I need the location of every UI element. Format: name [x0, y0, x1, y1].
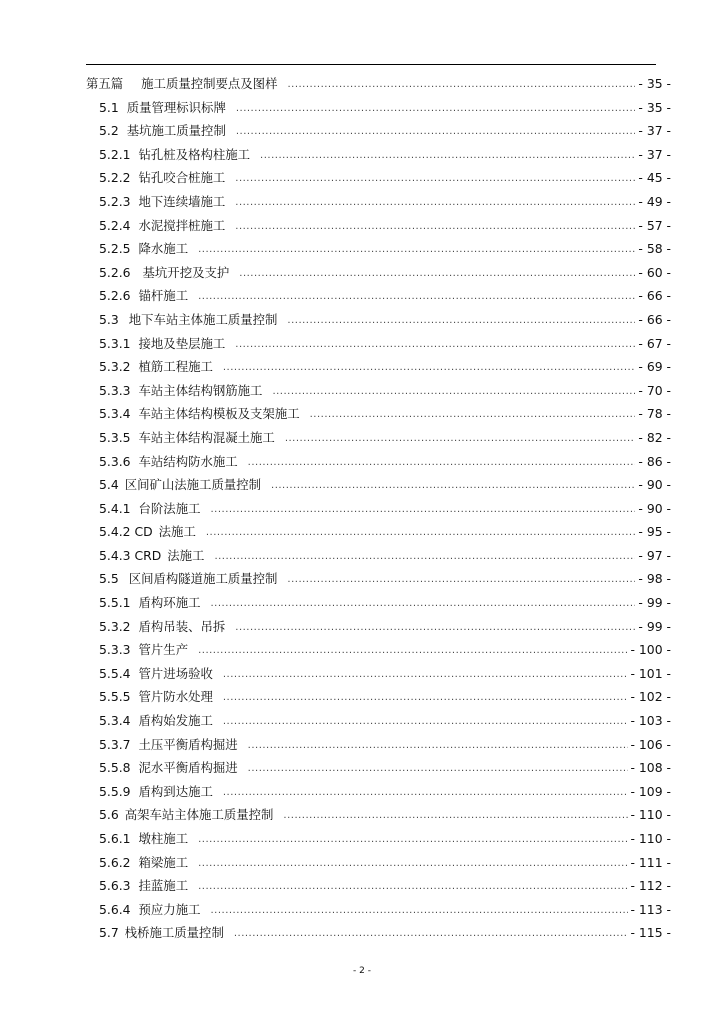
toc-entry-number: 5.3.4 [99, 406, 131, 422]
toc-entry-number: 5.5.9 [99, 783, 131, 799]
dot-leader [248, 734, 628, 758]
toc-entry-page: - 110 - [630, 807, 671, 823]
toc-entry-number: 5.5.5 [99, 689, 131, 705]
toc-entry-title: 盾构始发施工 [138, 713, 213, 729]
dot-leader [235, 616, 635, 640]
toc-entry-title: 锚杆施工 [138, 288, 189, 304]
dot-leader [248, 757, 628, 781]
toc-entry-number: 5.3.3 [99, 642, 131, 658]
toc-entry-page: - 103 - [630, 713, 671, 729]
toc-entry-number: 5.2.2 [99, 170, 131, 186]
toc-entry[interactable] [86, 402, 671, 426]
toc-entry-number: 5.3.2 [99, 359, 131, 375]
toc-entry-page: - 115 - [630, 925, 671, 941]
toc-entry-number: 第五篇 [86, 76, 124, 91]
toc-entry[interactable] [86, 190, 671, 214]
page-number: - 2 - [353, 966, 371, 976]
toc-entry-page: - 58 - [638, 241, 671, 257]
toc-entry-page: - 66 - [638, 311, 671, 327]
toc-entry-title: 箱梁施工 [138, 854, 189, 870]
toc-entry-title: 植筋工程施工 [138, 359, 213, 375]
dot-leader [223, 781, 628, 805]
toc-entry-title: 基坑施工质量控制 [126, 123, 226, 139]
toc-entry-page: - 111 - [630, 854, 671, 870]
toc-entry-page: - 101 - [630, 665, 671, 681]
toc-entry-number: 5.3.2 [99, 618, 131, 634]
toc-entry-title: 钻孔咬合桩施工 [138, 170, 226, 186]
toc-entry-page: - 99 - [638, 595, 671, 611]
toc-entry-title: 栈桥施工质量控制 [124, 925, 224, 941]
toc-entry-title: 质量管理标识标牌 [126, 99, 226, 115]
toc-entry-page: - 102 - [630, 689, 671, 705]
toc-entry[interactable] [86, 308, 671, 332]
dot-leader [271, 474, 635, 498]
dot-leader [223, 710, 628, 734]
toc-entry-page: - 70 - [638, 382, 671, 398]
dot-leader [235, 333, 635, 357]
header-rule [86, 64, 656, 65]
toc-entry-page: - 113 - [630, 901, 671, 917]
toc-entry-number: 5.3.3 [99, 382, 131, 398]
toc-entry-page: - 86 - [638, 453, 671, 469]
toc-entry-number: 5.4.1 [99, 500, 131, 516]
toc-entry-number: 5.5 [99, 571, 119, 587]
toc-entry-page: - 57 - [638, 217, 671, 233]
dot-leader [210, 592, 635, 616]
toc-entry[interactable] [86, 473, 671, 497]
toc-entry-title: 钻孔桩及格构柱施工 [138, 146, 251, 162]
toc-entry-page: - 66 - [638, 288, 671, 304]
toc-entry-number: 5.2 [99, 123, 119, 139]
toc-entry-page: - 35 - [638, 76, 671, 91]
toc-entry-number: 5.3.4 [99, 713, 131, 729]
dot-leader [223, 356, 636, 380]
toc-entry-title: 高架车站主体施工质量控制 [124, 807, 274, 823]
toc-entry[interactable] [86, 237, 671, 261]
toc-entry[interactable] [86, 756, 671, 780]
toc-entry[interactable] [86, 379, 671, 403]
toc-entry[interactable] [86, 780, 671, 804]
dot-leader [235, 215, 635, 239]
toc-entry-title: 接地及垫层施工 [138, 335, 226, 351]
dot-leader [248, 451, 636, 475]
dot-leader [287, 309, 635, 333]
toc-entry-page: - 90 - [638, 500, 671, 516]
toc-entry-page: - 98 - [638, 571, 671, 587]
dot-leader [310, 403, 636, 427]
toc-entry[interactable] [86, 921, 671, 945]
toc-entry-page: - 67 - [638, 335, 671, 351]
toc-entry-page: - 78 - [638, 406, 671, 422]
toc-entry[interactable] [86, 119, 671, 143]
toc-entry[interactable] [86, 214, 671, 238]
dot-leader [198, 852, 627, 876]
toc-entry-page: - 37 - [638, 123, 671, 139]
toc-entry-title: 管片防水处理 [138, 689, 213, 705]
toc-entry-number: 5.3.7 [99, 736, 131, 752]
toc-entry-title: 预应力施工 [138, 901, 201, 917]
dot-leader [214, 545, 635, 569]
toc-entry-title: 基坑开挖及支护 [142, 264, 230, 280]
toc-entry-page: - 99 - [638, 618, 671, 634]
dot-leader [198, 238, 635, 262]
toc-entry-title: 区间矿山法施工质量控制 [124, 477, 262, 493]
toc-entry-number: 5.7 [99, 925, 119, 941]
toc-entry[interactable] [86, 898, 671, 922]
toc-entry-title: 墩柱施工 [138, 831, 189, 846]
toc-entry[interactable] [86, 497, 671, 521]
dot-leader [198, 828, 627, 852]
toc-entry-title: 泥水平衡盾构掘进 [138, 760, 238, 776]
dot-leader [198, 639, 627, 663]
toc-entry-title: 车站主体结构钢筋施工 [138, 382, 263, 398]
toc-entry-number: 5.4.2 CD [99, 524, 153, 540]
toc-entry[interactable] [86, 261, 671, 285]
toc-entry-title: 施工质量控制要点及图样 [141, 76, 278, 91]
toc-entry-title: 管片进场验收 [138, 665, 213, 681]
toc-entry[interactable] [86, 615, 671, 639]
toc-entry[interactable] [86, 638, 671, 662]
toc-entry[interactable] [86, 874, 671, 898]
dot-leader [206, 521, 636, 545]
toc-entry-number: 5.6.2 [99, 854, 131, 870]
dot-leader [234, 922, 628, 946]
toc-entry[interactable] [86, 567, 671, 591]
toc-entry-number: 5.5.8 [99, 760, 131, 776]
toc-entry-page: - 69 - [638, 359, 671, 375]
table-of-contents [86, 72, 671, 945]
toc-entry-page: - 108 - [630, 760, 671, 776]
toc-entry[interactable] [86, 332, 671, 356]
dot-leader [210, 498, 635, 522]
dot-leader [272, 380, 635, 404]
toc-entry-page: - 97 - [638, 547, 671, 563]
toc-entry-title: 车站结构防水施工 [138, 453, 238, 469]
toc-entry-number: 5.1 [99, 99, 119, 115]
toc-entry-page: - 35 - [638, 99, 671, 115]
toc-entry[interactable] [86, 709, 671, 733]
toc-entry[interactable] [86, 685, 671, 709]
toc-entry[interactable] [86, 166, 671, 190]
toc-entry[interactable] [86, 450, 671, 474]
toc-entry-title: 车站主体结构混凝土施工 [138, 429, 275, 445]
toc-entry-number: 5.5.1 [99, 595, 131, 611]
toc-entry-title: 地下连续墙施工 [138, 193, 226, 209]
toc-entry-page: - 95 - [638, 524, 671, 540]
dot-leader [260, 144, 635, 168]
toc-entry[interactable] [86, 733, 671, 757]
toc-entry-page: - 106 - [630, 736, 671, 752]
toc-entry-page: - 90 - [638, 477, 671, 493]
dot-leader [210, 899, 627, 923]
dot-leader [283, 804, 627, 828]
dot-leader [285, 427, 636, 451]
toc-entry-number: 5.2.5 [99, 241, 131, 257]
toc-entry-number: 5.4 [99, 477, 119, 493]
toc-entry-number: 5.4.3 CRD [99, 547, 162, 563]
toc-entry-title: 土压平衡盾构掘进 [138, 736, 238, 752]
toc-entry-title: 水泥搅拌桩施工 [138, 217, 226, 233]
toc-entry-number: 5.3.6 [99, 453, 131, 469]
dot-leader [198, 875, 627, 899]
toc-entry-title: 车站主体结构模板及支架施工 [138, 406, 300, 422]
toc-entry-title: 区间盾构隧道施工质量控制 [128, 571, 278, 587]
toc-entry[interactable] [86, 803, 671, 827]
toc-entry-title: 法施工 [167, 547, 205, 563]
dot-leader [287, 73, 635, 97]
toc-entry-title: 地下车站主体施工质量控制 [128, 311, 278, 327]
toc-entry-number: 5.2.3 [99, 193, 131, 209]
toc-entry[interactable] [86, 827, 671, 851]
toc-entry[interactable] [86, 426, 671, 450]
toc-entry[interactable] [86, 96, 671, 120]
dot-leader [236, 120, 636, 144]
toc-entry-page: - 110 - [630, 831, 671, 846]
dot-leader [239, 262, 635, 286]
toc-entry-number: 5.2.6 [99, 288, 131, 304]
toc-entry-number: 5.3 [99, 311, 119, 327]
toc-entry[interactable] [86, 851, 671, 875]
toc-entry-title: 盾构环施工 [138, 595, 201, 611]
toc-entry-number: 5.3.5 [99, 429, 131, 445]
toc-entry-page: - 82 - [638, 429, 671, 445]
toc-entry-number: 5.6.3 [99, 878, 131, 894]
toc-entry-number: 5.6 [99, 807, 119, 823]
toc-entry-page: - 60 - [638, 264, 671, 280]
dot-leader [236, 97, 636, 121]
toc-entry[interactable] [86, 284, 671, 308]
toc-entry-page: - 37 - [638, 146, 671, 162]
toc-entry[interactable] [86, 355, 671, 379]
toc-entry-page: - 112 - [630, 878, 671, 894]
toc-entry-title: 盾构到达施工 [138, 783, 213, 799]
toc-entry[interactable] [86, 544, 671, 568]
toc-entry-page: - 109 - [630, 783, 671, 799]
toc-entry-title: 管片生产 [138, 642, 189, 658]
dot-leader [287, 568, 635, 592]
toc-entry-number: 5.2.1 [99, 146, 131, 162]
dot-leader [223, 686, 628, 710]
dot-leader [235, 191, 635, 215]
toc-entry[interactable] [86, 520, 671, 544]
toc-entry-page: - 45 - [638, 170, 671, 186]
toc-entry-number: 5.5.4 [99, 665, 131, 681]
toc-entry-title: 盾构吊装、吊拆 [138, 618, 226, 634]
toc-entry[interactable] [86, 143, 671, 167]
toc-entry-title: 降水施工 [138, 241, 189, 257]
dot-leader [223, 663, 628, 687]
toc-entry-title: 法施工 [158, 524, 196, 540]
dot-leader [198, 285, 635, 309]
toc-entry-number: 5.2.6 [99, 264, 131, 280]
toc-entry[interactable] [86, 591, 671, 615]
toc-entry-number: 5.3.1 [99, 335, 131, 351]
toc-entry[interactable] [86, 662, 671, 686]
toc-entry-page: - 49 - [638, 193, 671, 209]
toc-entry-number: 5.6.1 [99, 831, 131, 846]
toc-entry-number: 5.2.4 [99, 217, 131, 233]
toc-entry[interactable] [86, 72, 671, 96]
dot-leader [235, 167, 635, 191]
toc-entry-title: 挂蓝施工 [138, 878, 189, 894]
toc-entry-page: - 100 - [630, 642, 671, 658]
toc-entry-title: 台阶法施工 [138, 500, 201, 516]
toc-entry-number: 5.6.4 [99, 901, 131, 917]
